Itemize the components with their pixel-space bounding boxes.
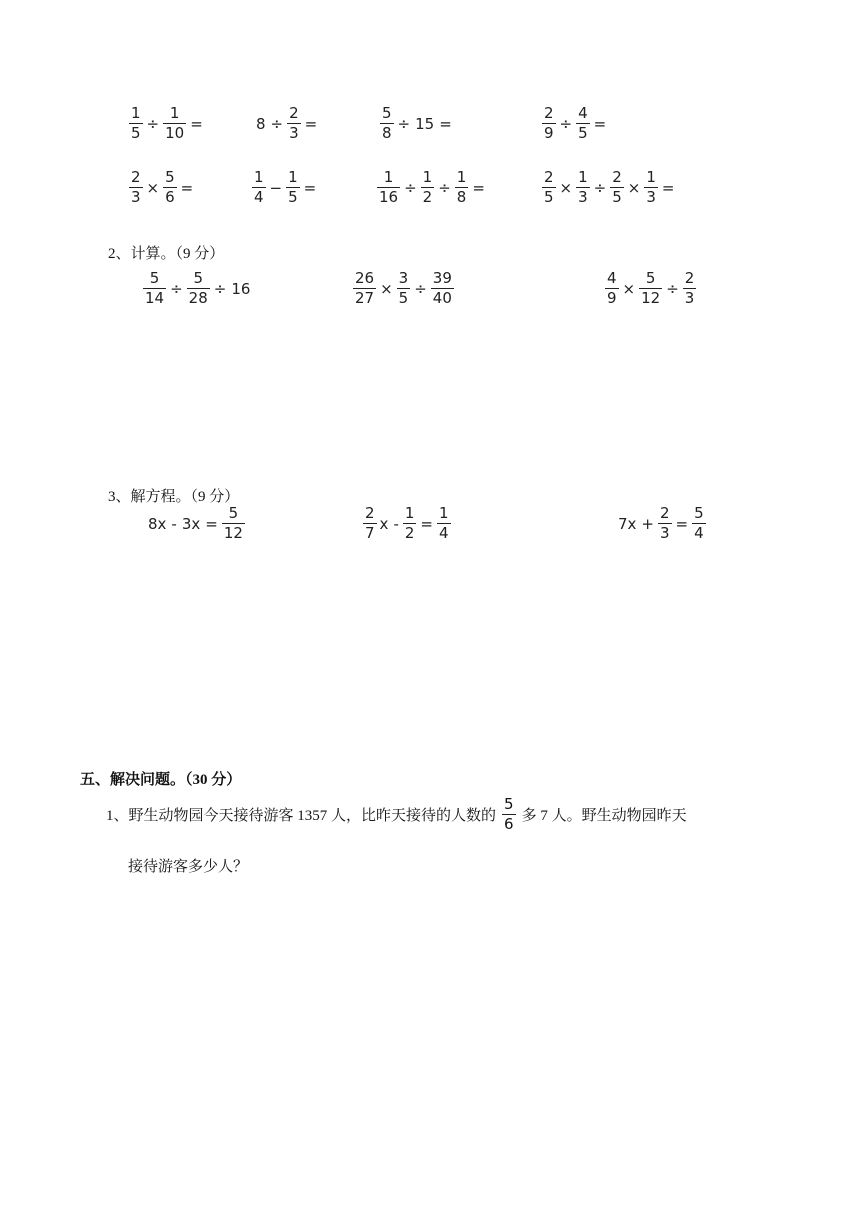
fraction-numerator: 5 [228,504,239,522]
section2-expr-1 [142,271,252,306]
operator: + [641,514,654,533]
fraction-numerator: 2 [684,269,695,287]
fraction-numerator: 5 [504,795,514,813]
section3-expr-1 [146,506,246,541]
fraction [576,170,590,205]
fraction-denominator: 5 [544,188,554,206]
fraction-numerator: 5 [193,269,203,287]
fraction-numerator: 1 [131,104,141,122]
operator: × [559,178,573,197]
fraction [437,506,451,541]
operator: × [627,178,641,197]
fraction [502,797,516,832]
fraction-denominator: 10 [165,124,185,142]
fraction [252,170,266,205]
operator: ÷ [666,279,679,298]
row2-expr-1 [128,170,196,205]
fraction-denominator: 9 [607,289,617,307]
fraction-numerator: 1 [646,168,656,186]
section2-expr-2 [352,271,455,306]
operator: = [439,114,452,133]
fraction [421,170,435,205]
fraction-numerator: 5 [165,168,175,186]
term: 15 [415,114,435,133]
operator: × [146,178,160,197]
term: 7x [618,514,637,533]
fraction-denominator: 3 [646,188,656,206]
operator: × [380,279,393,298]
fraction-numerator: 26 [355,269,375,287]
fraction [222,506,245,541]
fraction-numerator: 1 [254,168,264,186]
operator: = [472,178,485,197]
fraction [455,170,469,205]
fraction [683,271,697,306]
fraction-denominator: 12 [223,524,243,542]
fraction [163,106,186,141]
row1-expr-3 [379,106,455,141]
fraction-numerator: 2 [131,168,141,186]
operator: - [393,514,399,533]
fraction [542,106,556,141]
fraction [639,271,662,306]
fraction-numerator: 2 [289,104,299,122]
fraction [692,506,706,541]
operator: = [593,114,607,133]
operator: = [420,514,433,533]
fraction [610,170,624,205]
operator: ÷ [438,178,451,197]
problem-1-line-2 [128,855,248,876]
fraction-denominator: 8 [456,188,467,206]
fraction-numerator: 3 [398,269,409,287]
fraction-numerator: 5 [645,269,656,287]
fraction [363,506,377,541]
operator: − [269,178,283,197]
fraction [163,170,177,205]
fraction-numerator: 1 [169,104,180,122]
fraction-denominator: 6 [504,815,514,833]
fraction-denominator: 2 [404,524,415,542]
fraction-denominator: 40 [432,289,452,307]
operator: = [180,178,194,197]
operator: - [171,514,177,533]
fraction-numerator: 2 [660,504,670,522]
fraction-numerator: 39 [432,269,452,287]
fraction-denominator: 9 [544,124,554,142]
section3-heading: 3、解方程。（9 分） [108,489,240,505]
fraction-denominator: 5 [578,124,588,142]
fraction [143,271,166,306]
problem-1-text-before: 1、野生动物园今天接待游客 1357 人，比昨天接待的人数的 [106,808,497,824]
fraction-denominator: 3 [289,124,299,142]
fraction-numerator: 4 [578,104,588,122]
row1-expr-2 [254,106,320,141]
operator: ÷ [397,114,411,133]
fraction [287,106,301,141]
fraction-denominator: 14 [145,289,165,307]
problem-1-text-after: 多 7 人。野生动物园昨天 [521,808,687,824]
fraction-numerator: 1 [288,168,298,186]
term: 16 [231,279,251,298]
fraction [380,106,394,141]
term: 8 [256,114,266,133]
fraction-numerator: 1 [578,168,588,186]
fraction [542,170,556,205]
fraction-denominator: 2 [422,188,433,206]
fraction-denominator: 4 [254,188,264,206]
operator: = [303,178,317,197]
fraction-numerator: 2 [544,104,554,122]
fraction-denominator: 5 [612,188,622,206]
fraction-numerator: 1 [456,168,467,186]
fraction-denominator: 6 [165,188,175,206]
section2-expr-3 [604,271,697,306]
problem-1-line-1 [106,797,687,832]
fraction-denominator: 16 [379,188,399,206]
row2-expr-4 [541,170,678,205]
fraction-denominator: 28 [188,289,208,307]
section3-expr-2 [362,506,452,541]
term: 8x [148,514,167,533]
fraction-numerator: 1 [404,504,415,522]
fraction-denominator: 27 [355,289,375,307]
fraction-numerator: 1 [422,168,433,186]
fraction-denominator: 3 [684,289,695,307]
fraction [605,271,619,306]
fraction-numerator: 2 [544,168,554,186]
row1-expr-1 [128,106,206,141]
row2-expr-2 [251,170,319,205]
fraction-numerator: 2 [612,168,622,186]
section2-heading: 2、计算。（9 分） [108,246,225,262]
fraction-numerator: 1 [438,504,449,522]
fraction-denominator: 5 [131,124,141,142]
operator: × [622,279,636,298]
operator: ÷ [593,178,607,197]
section3-expr-3 [616,506,707,541]
fraction-denominator: 4 [438,524,449,542]
fraction-numerator: 2 [365,504,375,522]
fraction [129,170,143,205]
fraction-denominator: 3 [660,524,670,542]
fraction-denominator: 7 [365,524,375,542]
fraction-numerator: 1 [383,168,394,186]
fraction [187,271,210,306]
fraction [377,170,400,205]
operator: ÷ [213,279,227,298]
operator: ÷ [270,114,284,133]
operator: ÷ [414,279,427,298]
problem-1-text-line2: 接待游客多少人？ [128,859,249,875]
fraction [353,271,376,306]
fraction-denominator: 5 [398,289,409,307]
operator: = [304,114,318,133]
fraction-denominator: 12 [641,289,661,307]
operator: ÷ [146,114,160,133]
fraction [658,506,672,541]
operator: ÷ [404,178,417,197]
operator: = [675,514,689,533]
fraction [129,106,143,141]
fraction [403,506,417,541]
fraction [644,170,658,205]
fraction-denominator: 5 [288,188,298,206]
operator: = [190,114,203,133]
fraction-numerator: 5 [382,104,392,122]
fraction [397,271,411,306]
operator: ÷ [559,114,573,133]
fraction [576,106,590,141]
row2-expr-3 [376,170,488,205]
fraction [286,170,300,205]
operator: = [205,514,218,533]
term: 3x [181,514,201,533]
fraction-denominator: 3 [131,188,141,206]
operator: = [661,178,675,197]
fraction-denominator: 3 [578,188,588,206]
row1-expr-4 [541,106,609,141]
operator: ÷ [170,279,183,298]
fraction-numerator: 5 [694,504,704,522]
fraction-numerator: 5 [149,269,160,287]
term: x [379,514,389,533]
fraction-numerator: 4 [607,269,617,287]
fraction-denominator: 8 [382,124,392,142]
fraction [431,271,454,306]
fraction-denominator: 4 [694,524,704,542]
section5-heading: 五、解决问题。（30 分） [80,772,242,788]
